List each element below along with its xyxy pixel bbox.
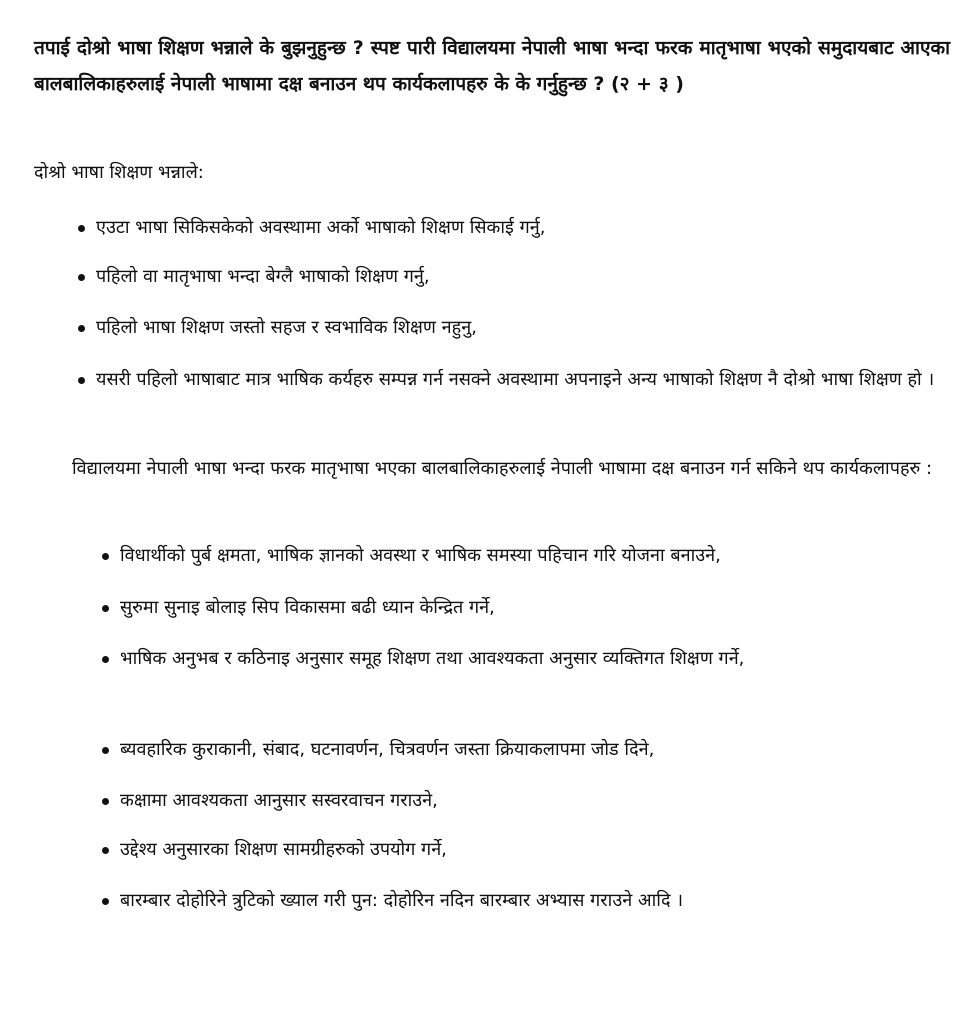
list-item-text: ब्यवहारिक कुराकानी, संबाद, घटनावर्णन, चित्रवर्णन जस्ता क्रियाकलापमा जोड दिने, <box>120 739 655 760</box>
bullet-icon <box>102 656 109 663</box>
list-item-text: उद्देश्य अनुसारका शिक्षण सामग्रीहरुको उपयोग गर्ने, <box>120 839 447 860</box>
list-item-text: बारम्बार दोहोरिने त्रुटिको ख्याल गरी पुन: दोहोरिन नदिन बारम्बार अभ्यास गराउने आदि । <box>120 890 684 911</box>
list-item-text: यसरी पहिलो भाषाबाट मात्र भाषिक कर्यहरु सम्पन्न गर्न नसक्ने अवस्थामा अपनाइने अन्य भाषाको शिक्षण नै दोश्रो भाषा शिक्षण हो । <box>96 369 935 390</box>
list-item-text: सुरुमा सुनाइ बोलाइ सिप विकासमा बढी ध्यान केन्द्रित गर्ने, <box>120 597 495 618</box>
definition-heading: दोश्रो भाषा शिक्षण भन्नाले: <box>34 162 204 183</box>
bullet-icon <box>78 325 85 332</box>
list-item <box>120 883 950 919</box>
list-item <box>120 641 950 677</box>
bullet-icon <box>102 847 109 854</box>
list-item-text: पहिलो भाषा शिक्षण जस्तो सहज र स्वभाविक शिक्षण नहुनु, <box>96 317 477 338</box>
bullet-icon <box>102 605 109 612</box>
list-item <box>96 210 950 246</box>
list-item <box>120 538 950 574</box>
bullet-icon <box>102 747 109 754</box>
list-item <box>96 310 950 346</box>
list-item-text: भाषिक अनुभब र कठिनाइ अनुसार समूह शिक्षण तथा आवश्यकता अनुसार व्यक्तिगत शिक्षण गर्ने, <box>120 648 745 669</box>
bullet-icon <box>78 225 85 232</box>
list-item-text: कक्षामा आवश्यकता आनुसार सस्वरवाचन गराउने, <box>120 790 438 811</box>
question-text: तपाई दोश्रो भाषा शिक्षण भन्नाले के बुझनुहुन्छ ? स्पष्ट पारी विद्यालयमा नेपाली भाषा भन्दा फरक मातृभाषा भएको समुदायबाट आएका बालबालिकाहरुलाई नेपाली भाषामा दक्ष बनाउन थप कार्यकलापहरु के के गर्नुहुन्छ ? (२ + ३ ) <box>34 37 950 95</box>
list-item-text: पहिलो वा मातृभाषा भन्दा बेग्लै भाषाको शिक्षण गर्नु, <box>96 266 430 287</box>
list-item <box>96 259 950 295</box>
bullet-icon <box>102 553 109 560</box>
bullet-icon <box>102 898 109 905</box>
list-item-text: विधार्थीको पुर्ब क्षमता, भाषिक ज्ञानको अवस्था र भाषिक समस्या पहिचान गरि योजना बनाउने, <box>120 545 721 566</box>
bullet-icon <box>102 798 109 805</box>
list-item <box>120 783 950 819</box>
list-item <box>96 362 950 398</box>
bullet-icon <box>78 274 85 281</box>
list-item <box>120 732 950 768</box>
bullet-icon <box>78 377 85 384</box>
list-item <box>120 590 950 626</box>
list-item <box>120 832 950 868</box>
activities-heading: विद्यालयमा नेपाली भाषा भन्दा फरक मातृभाषा भएका बालबालिकाहरुलाई नेपाली भाषामा दक्ष बनाउन गर्न सकिने थप कार्यकलापहरु : <box>72 458 933 479</box>
list-item-text: एउटा भाषा सिकिसकेको अवस्थामा अर्को भाषाको शिक्षण सिकाई गर्नु, <box>96 217 546 238</box>
